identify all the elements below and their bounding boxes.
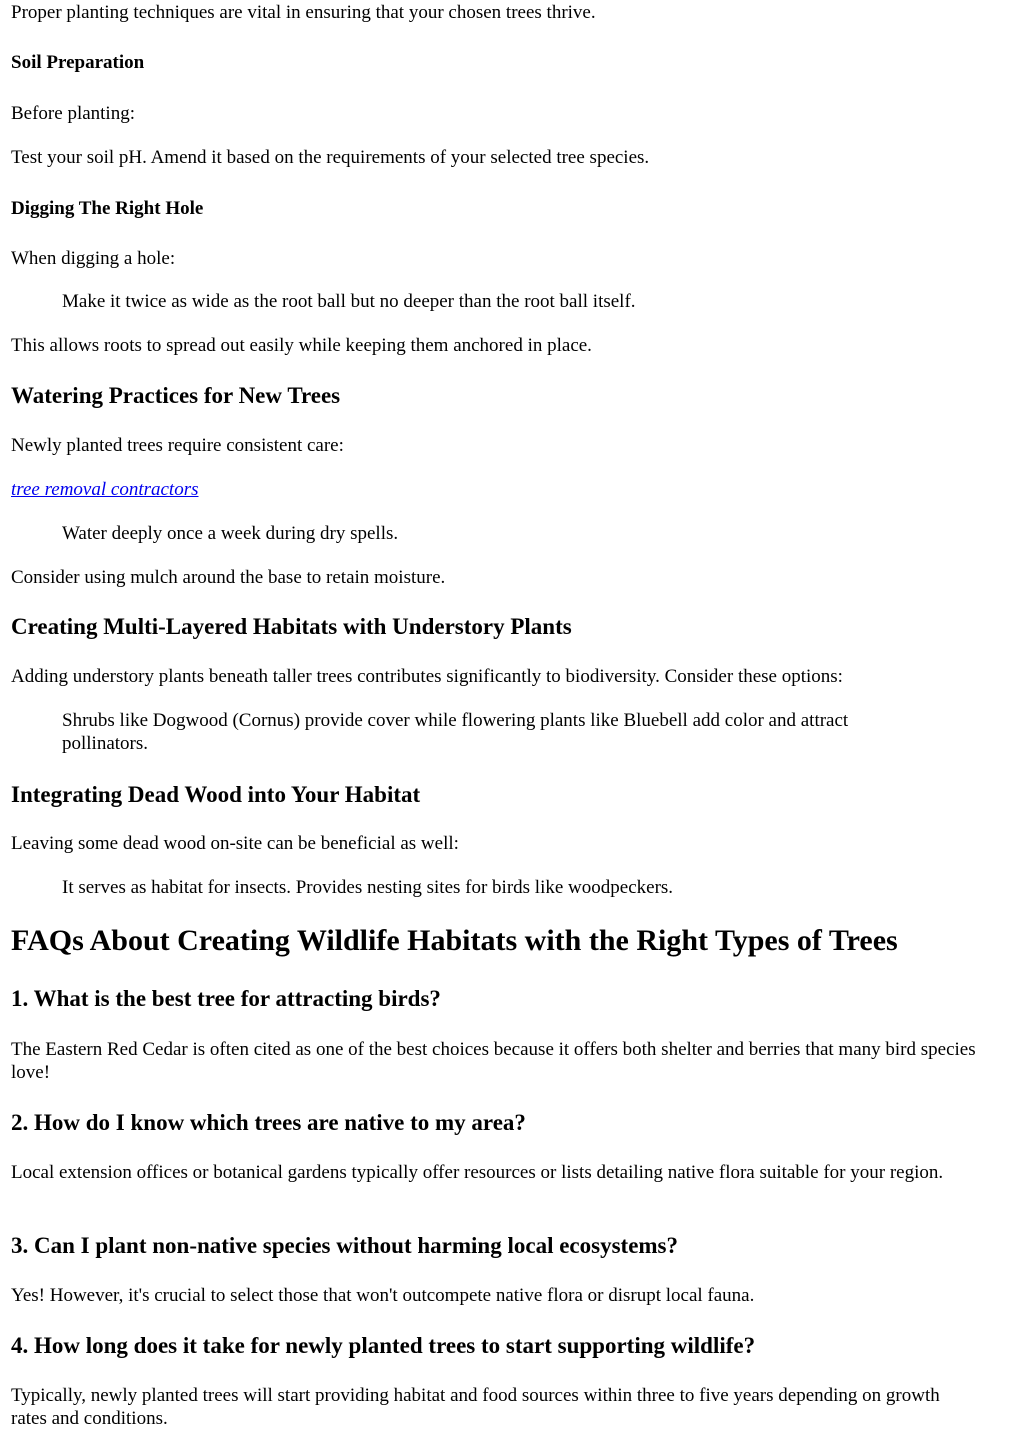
faq-answer-2: Local extension offices or botanical gardens typically offer resources or lists detailing native flora suitable for your region. bbox=[11, 1162, 944, 1183]
watering-after-paragraph: Consider using mulch around the base to retain moisture. bbox=[11, 567, 446, 588]
watering-item-blockquote: Water deeply once a week during dry spells. bbox=[62, 523, 399, 544]
faq-question-2: 2. How do I know which trees are native to my area? bbox=[11, 1110, 526, 1135]
deadwood-lead-paragraph: Leaving some dead wood on-site can be beneficial as well: bbox=[11, 833, 459, 854]
soil-lead-paragraph: Before planting: bbox=[11, 103, 135, 124]
faq-heading: FAQs About Creating Wildlife Habitats with the Right Types of Trees bbox=[11, 924, 898, 957]
deadwood-heading: Integrating Dead Wood into Your Habitat bbox=[11, 782, 421, 807]
tree-removal-contractors-link[interactable]: tree removal contractors bbox=[11, 479, 199, 500]
faq-question-4: 4. How long does it take for newly planted trees to start supporting wildlife? bbox=[11, 1333, 756, 1358]
intro-paragraph: Proper planting techniques are vital in ensuring that your chosen trees thrive. bbox=[11, 2, 596, 23]
faq-question-1: 1. What is the best tree for attracting birds? bbox=[11, 986, 441, 1011]
understory-item-blockquote: Shrubs like Dogwood (Cornus) provide cover while flowering plants like Bluebell add color and attract pollinators. bbox=[62, 710, 849, 754]
faq-answer-3: Yes! However, it's crucial to select those that won't outcompete native flora or disrupt local fauna. bbox=[11, 1285, 755, 1306]
faq-answer-1: The Eastern Red Cedar is often cited as one of the best choices because it offers both shelter and berries that many bird species love! bbox=[11, 1039, 976, 1083]
soil-preparation-heading: Soil Preparation bbox=[11, 52, 145, 73]
watering-lead-paragraph: Newly planted trees require consistent care: bbox=[11, 435, 344, 456]
faq-answer-4: Typically, newly planted trees will start providing habitat and food sources within three to five years depending on growth rates and conditions. bbox=[11, 1385, 940, 1429]
link-paragraph bbox=[11, 478, 1002, 501]
hole-lead-paragraph: When digging a hole: bbox=[11, 248, 176, 269]
hole-after-paragraph: This allows roots to spread out easily while keeping them anchored in place. bbox=[11, 335, 592, 356]
watering-heading: Watering Practices for New Trees bbox=[11, 383, 341, 408]
digging-hole-heading: Digging The Right Hole bbox=[11, 198, 204, 219]
soil-item-paragraph: Test your soil pH. Amend it based on the requirements of your selected tree species. bbox=[11, 147, 650, 168]
hole-item-blockquote: Make it twice as wide as the root ball but no deeper than the root ball itself. bbox=[62, 291, 636, 312]
understory-heading: Creating Multi-Layered Habitats with Understory Plants bbox=[11, 614, 572, 639]
understory-lead-paragraph: Adding understory plants beneath taller trees contributes significantly to biodiversity. Consider these options: bbox=[11, 666, 843, 687]
faq-question-3: 3. Can I plant non-native species without harming local ecosystems? bbox=[11, 1233, 679, 1258]
deadwood-item-blockquote: It serves as habitat for insects. Provides nesting sites for birds like woodpeckers. bbox=[62, 877, 674, 898]
